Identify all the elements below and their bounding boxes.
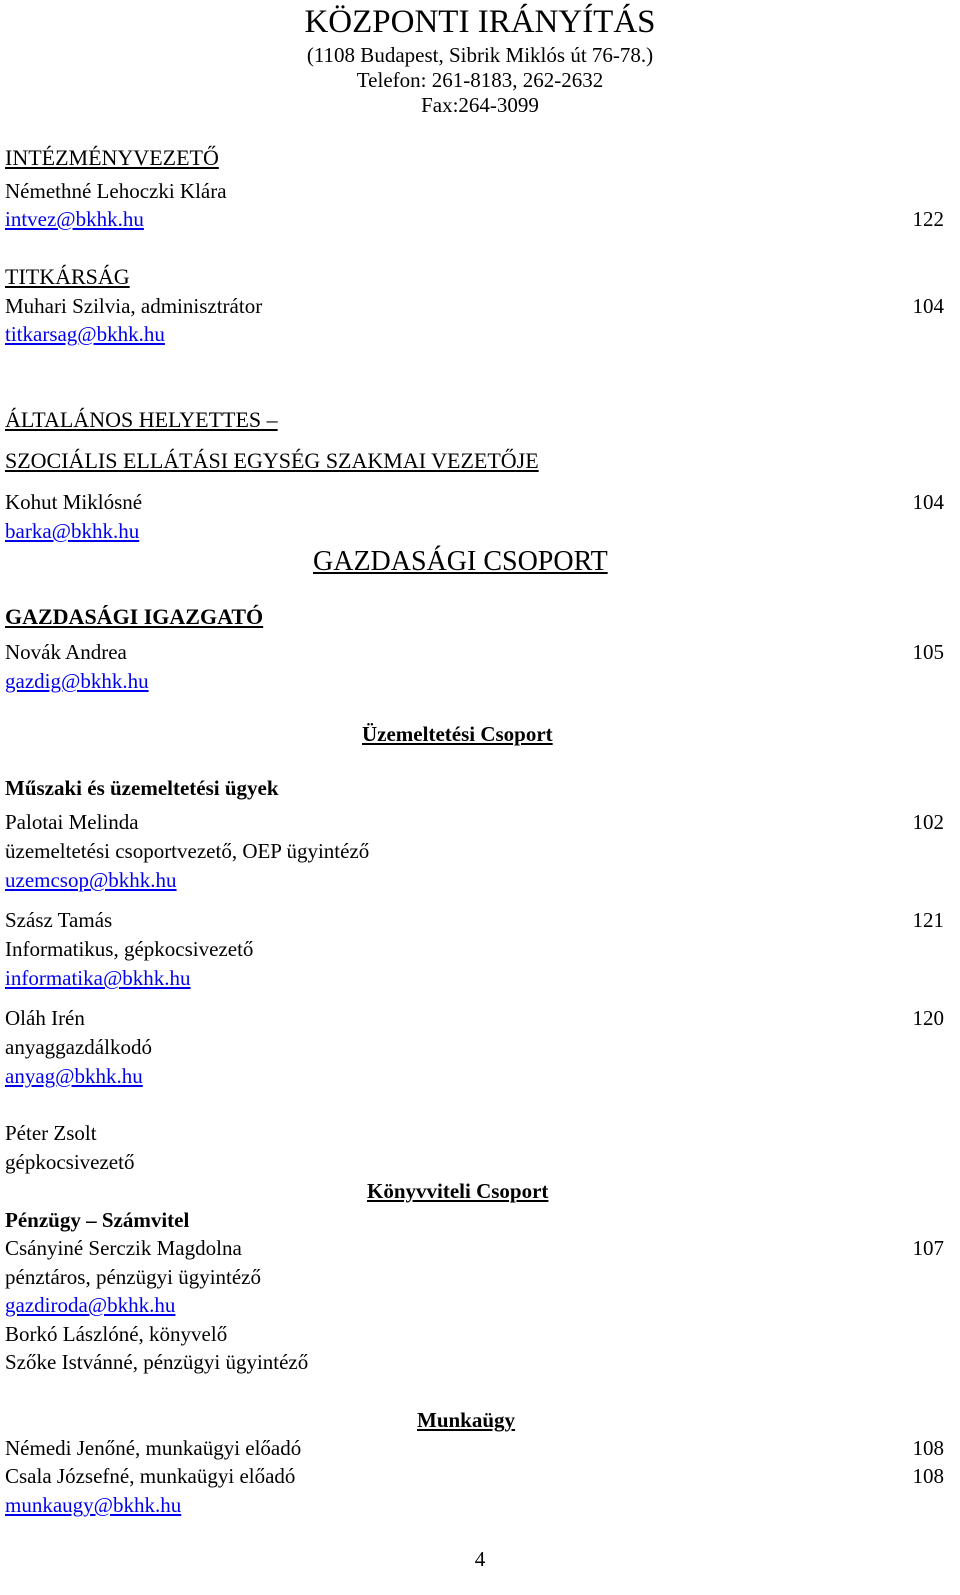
phone-extension: 122	[912, 207, 944, 231]
email-link[interactable]: barka@bkhk.hu	[5, 519, 140, 543]
section-heading-gazdasagi-igazgato: GAZDASÁGI IGAZGATÓ	[5, 604, 264, 629]
person-name: Csala Józsefné, munkaügyi előadó	[5, 1464, 296, 1488]
person-role: üzemeltetési csoportvezető, OEP ügyintéző	[5, 839, 370, 863]
subheading-penzugy: Pénzügy – Számvitel	[5, 1208, 190, 1232]
email-link[interactable]: gazdig@bkhk.hu	[5, 669, 149, 693]
phone-extension: 108	[912, 1436, 944, 1460]
group-heading-gazdasagi: GAZDASÁGI CSOPORT	[313, 546, 608, 577]
group-heading-uzemeltetesi: Üzemeltetési Csoport	[362, 722, 553, 746]
person-name: Oláh Irén	[5, 1006, 85, 1030]
group-heading-konyvviteli: Könyvviteli Csoport	[367, 1179, 549, 1203]
section-heading-szocialis: SZOCIÁLIS ELLÁTÁSI EGYSÉG SZAKMAI VEZETŐJE	[5, 448, 539, 473]
person-name: Némethné Lehoczki Klára	[5, 179, 227, 203]
person-name: Borkó Lászlóné, könyvelő	[5, 1322, 228, 1346]
phone-extension: 104	[912, 294, 944, 318]
person-name: Csányiné Serczik Magdolna	[5, 1236, 242, 1260]
phone-extension: 107	[912, 1236, 944, 1260]
person-name: Kohut Miklósné	[5, 490, 143, 514]
person-name: Novák Andrea	[5, 640, 127, 664]
section-heading-intezmenyvezeto: INTÉZMÉNYVEZETŐ	[5, 145, 219, 170]
section-heading-altalanos-helyettes: ÁLTALÁNOS HELYETTES –	[5, 407, 278, 432]
email-link[interactable]: anyag@bkhk.hu	[5, 1064, 143, 1088]
email-link[interactable]: munkaugy@bkhk.hu	[5, 1493, 182, 1517]
page-title: KÖZPONTI IRÁNYÍTÁS	[304, 4, 656, 40]
person-name: Muhari Szilvia, adminisztrátor	[5, 294, 263, 318]
email-link[interactable]: informatika@bkhk.hu	[5, 966, 191, 990]
email-link[interactable]: intvez@bkhk.hu	[5, 207, 144, 231]
phone-extension: 105	[912, 640, 944, 664]
phone-extension: 121	[912, 908, 944, 932]
phone-extension: 108	[912, 1464, 944, 1488]
person-name: Szász Tamás	[5, 908, 113, 932]
group-heading-munkaugy: Munkaügy	[417, 1408, 516, 1432]
section-heading-titkarsag: TITKÁRSÁG	[5, 264, 130, 289]
phone-extension: 104	[912, 490, 944, 514]
person-name: Péter Zsolt	[5, 1121, 97, 1145]
person-role: Informatikus, gépkocsivezető	[5, 937, 254, 961]
email-link[interactable]: gazdiroda@bkhk.hu	[5, 1293, 176, 1317]
subheading-muszaki: Műszaki és üzemeltetési ügyek	[5, 776, 279, 800]
person-name: Szőke Istvánné, pénzügyi ügyintéző	[5, 1350, 309, 1374]
person-name: Némedi Jenőné, munkaügyi előadó	[5, 1436, 302, 1460]
fax-line: Fax:264-3099	[421, 93, 539, 117]
address-line: (1108 Budapest, Sibrik Miklós út 76-78.)	[306, 43, 654, 67]
phone-line: Telefon: 261-8183, 262-2632	[356, 68, 604, 92]
phone-extension: 102	[912, 810, 944, 834]
phone-extension: 120	[912, 1006, 944, 1030]
person-role: gépkocsivezető	[5, 1150, 135, 1174]
email-link[interactable]: titkarsag@bkhk.hu	[5, 322, 165, 346]
person-name: Palotai Melinda	[5, 810, 139, 834]
email-link[interactable]: uzemcsop@bkhk.hu	[5, 868, 177, 892]
page-number: 4	[474, 1547, 486, 1571]
person-role: anyaggazdálkodó	[5, 1035, 152, 1059]
person-role: pénztáros, pénzügyi ügyintéző	[5, 1265, 261, 1289]
